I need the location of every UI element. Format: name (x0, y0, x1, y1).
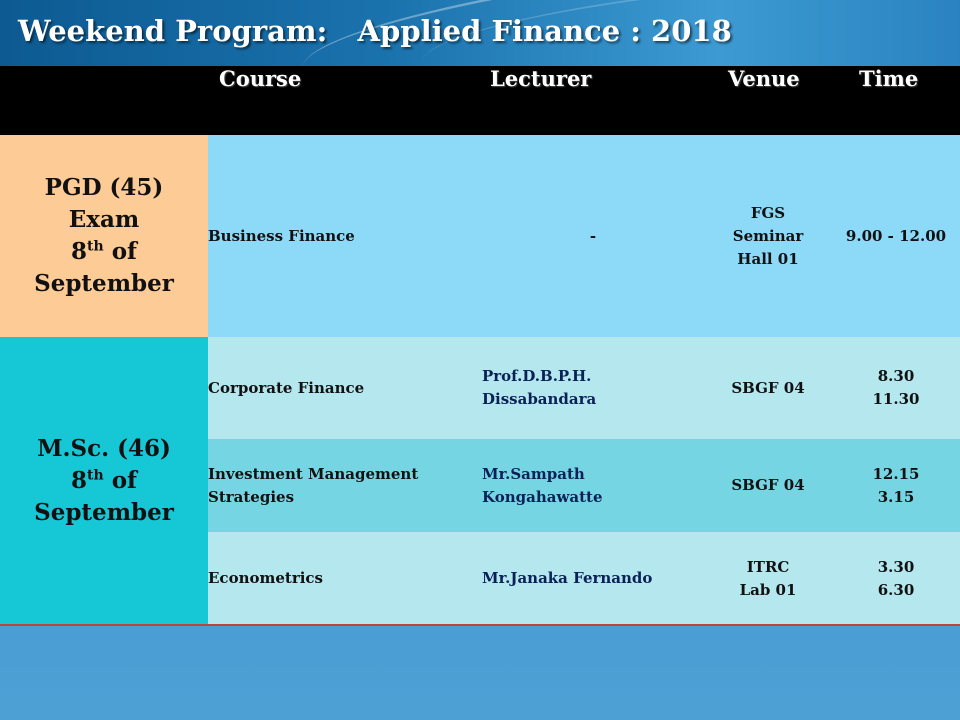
msc-date-of: of (103, 467, 137, 494)
msc-date-suffix: th (87, 467, 104, 484)
header-blank (0, 66, 208, 135)
pgd-date-suffix: th (87, 238, 104, 255)
lecturer-line: Mr.Janaka Fernando (482, 569, 653, 587)
time-line: 11.30 (872, 390, 920, 408)
time-cell (832, 532, 960, 625)
venue-line: SBGF 04 (731, 378, 805, 397)
pgd-line-4: September (34, 270, 174, 297)
lecturer-cell: - (482, 135, 704, 337)
header-venue: Venue (704, 66, 832, 135)
course-line: Strategies (208, 487, 295, 506)
pgd-date-of: of (103, 238, 137, 265)
time-line: 3.15 (877, 487, 915, 506)
msc-line-2 (0, 465, 208, 497)
lecturer-cell (482, 532, 704, 625)
time-line: 6.30 (877, 580, 915, 599)
header-course: Course (208, 66, 482, 135)
time-line: 8.30 (877, 367, 915, 385)
pgd-line-2: Exam (68, 206, 140, 233)
msc-date-number: 8 (71, 467, 88, 494)
lecturer-cell (482, 439, 704, 532)
pgd-line-1: PGD (45) (44, 174, 164, 201)
venue-line: FGS (750, 203, 786, 222)
table-header-row (0, 66, 960, 135)
time-cell (832, 337, 960, 439)
pgd-date-number: 8 (71, 238, 88, 265)
pgd-line-3 (0, 236, 208, 268)
venue-line: Seminar (732, 226, 804, 245)
lecturer-cell (482, 337, 704, 439)
venue-cell (704, 337, 832, 439)
schedule-table (0, 66, 960, 625)
group-label-pgd (0, 135, 208, 337)
venue-line: Hall 01 (737, 249, 799, 268)
title-banner (0, 0, 960, 66)
header-lecturer: Lecturer (482, 66, 704, 135)
time-line: 12.15 (872, 464, 920, 483)
page-title: Weekend Program: Applied Finance : 2018 (18, 14, 732, 48)
lecturer-line: Kongahawatte (482, 487, 603, 506)
course-line: Investment Management (208, 464, 419, 483)
course-cell: Business Finance (208, 135, 482, 337)
course-cell: Econometrics (208, 532, 482, 625)
table-bottom-rule (0, 624, 960, 626)
course-cell (208, 439, 482, 532)
time-cell (832, 439, 960, 532)
time-line: 9.00 - 12.00 (845, 226, 947, 245)
lecturer-line: Mr.Sampath (482, 464, 585, 483)
table-row (0, 135, 960, 337)
msc-line-3: September (34, 499, 174, 526)
group-label-msc (0, 337, 208, 625)
venue-line: Lab 01 (739, 580, 797, 599)
msc-line-1: M.Sc. (46) (37, 435, 171, 462)
lecturer-line: Prof.D.B.P.H. (482, 367, 592, 385)
table-row (0, 337, 960, 439)
venue-line: SBGF 04 (731, 476, 805, 494)
time-cell (832, 135, 960, 337)
course-cell: Corporate Finance (208, 337, 482, 439)
time-line: 3.30 (877, 557, 915, 576)
venue-cell (704, 439, 832, 532)
venue-line: ITRC (746, 557, 790, 576)
header-time: Time (832, 66, 960, 135)
venue-cell (704, 135, 832, 337)
venue-cell (704, 532, 832, 625)
lecturer-line: Dissabandara (482, 390, 597, 408)
